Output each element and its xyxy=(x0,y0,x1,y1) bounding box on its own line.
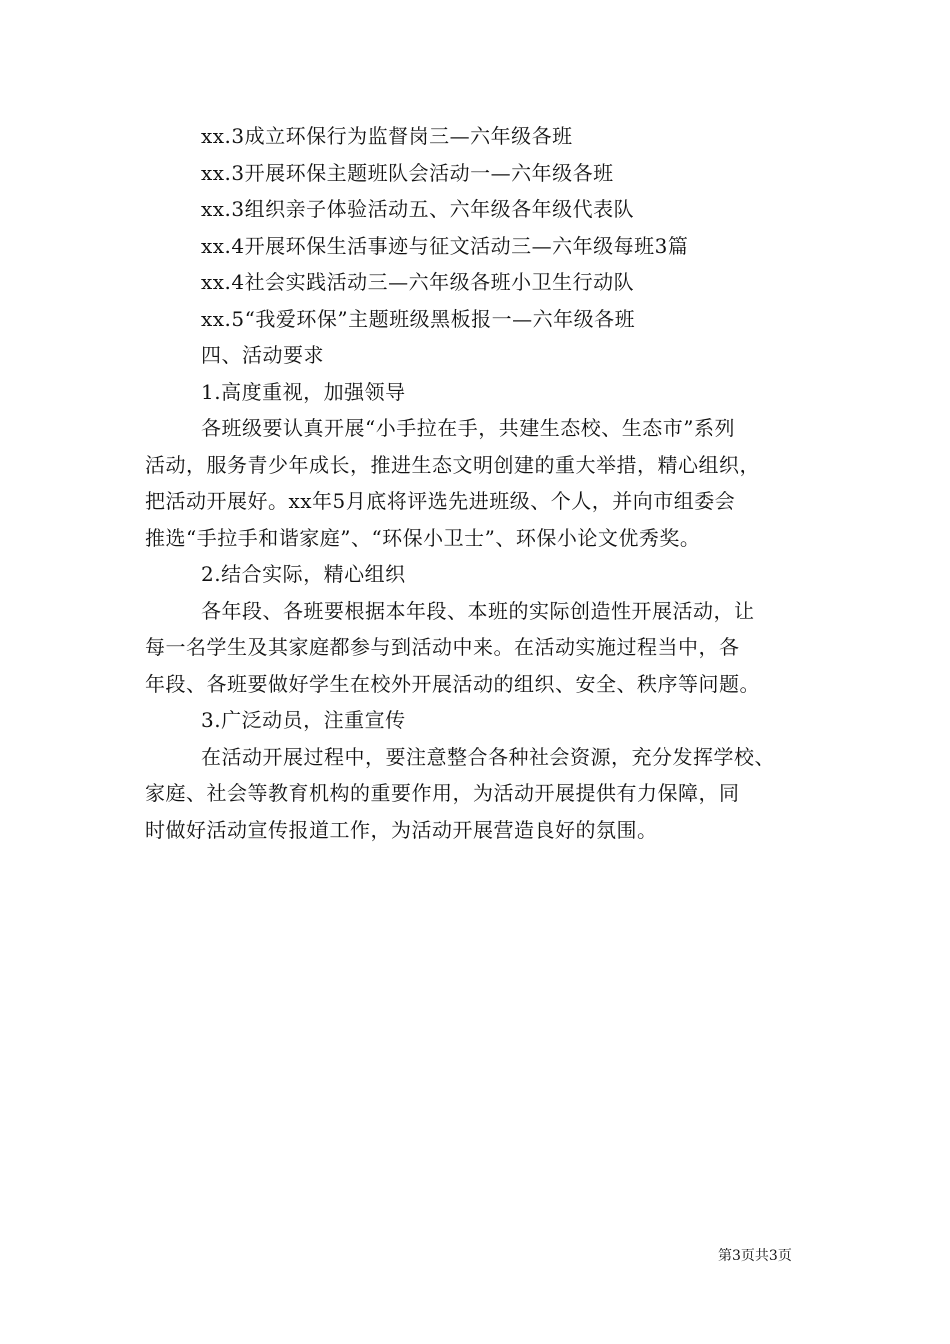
paragraph-line: 推选“手拉手和谐家庭”、“环保小卫士”、环保小论文优秀奖。 xyxy=(145,525,701,550)
requirement-paragraph xyxy=(145,410,815,556)
requirement-heading: 1.高度重视，加强领导 xyxy=(201,379,406,404)
paragraph-line: 各年段、各班要根据本年段、本班的实际创造性开展活动，让 xyxy=(201,598,755,623)
paragraph-line: 活动，服务青少年成长，推进生态文明创建的重大举措，精心组织， xyxy=(145,452,760,477)
schedule-item: xx.3组织亲子体验活动五、六年级各年级代表队 xyxy=(201,197,635,221)
schedule-item: xx.3成立环保行为监督岗三—六年级各班 xyxy=(201,124,573,148)
requirement-1 xyxy=(145,374,815,557)
requirement-paragraph xyxy=(145,739,815,849)
requirement-heading: 2.结合实际，精心组织 xyxy=(201,562,406,586)
paragraph-line: 把活动开展好。xx年5月底将评选先进班级、个人，并向市组委会 xyxy=(145,489,736,513)
schedule-item: xx.4社会实践活动三—六年级各班小卫生行动队 xyxy=(201,270,635,294)
requirement-2 xyxy=(145,556,815,702)
requirement-heading: 3.广泛动员，注重宣传 xyxy=(201,708,406,732)
paragraph-line: 年段、各班要做好学生在校外开展活动的组织、安全、秩序等问题。 xyxy=(145,671,760,696)
document-body xyxy=(145,118,815,848)
schedule-item: xx.5“我爱环保”主题班级黑板报一—六年级各班 xyxy=(201,306,636,331)
requirement-paragraph xyxy=(145,593,815,703)
paragraph-line: 时做好活动宣传报道工作，为活动开展营造良好的氛围。 xyxy=(145,817,658,842)
schedule-item: xx.4开展环保生活事迹与征文活动三—六年级每班3篇 xyxy=(201,233,689,258)
paragraph-line: 家庭、社会等教育机构的重要作用，为活动开展提供有力保障，同 xyxy=(145,781,740,805)
section-title: 四、活动要求 xyxy=(201,343,324,367)
requirement-3 xyxy=(145,702,815,848)
paragraph-line: 在活动开展过程中，要注意整合各种社会资源，充分发挥学校、 xyxy=(201,744,775,769)
schedule-item: xx.3开展环保主题班队会活动一—六年级各班 xyxy=(201,160,614,185)
paragraph-line: 每一名学生及其家庭都参与到活动中来。在活动实施过程当中，各 xyxy=(145,635,740,659)
page-number-footer: 第3页共3页 xyxy=(718,1248,792,1264)
paragraph-line: 各班级要认真开展“小手拉在手，共建生态校、生态市”系列 xyxy=(201,416,735,440)
schedule-list xyxy=(145,118,815,337)
